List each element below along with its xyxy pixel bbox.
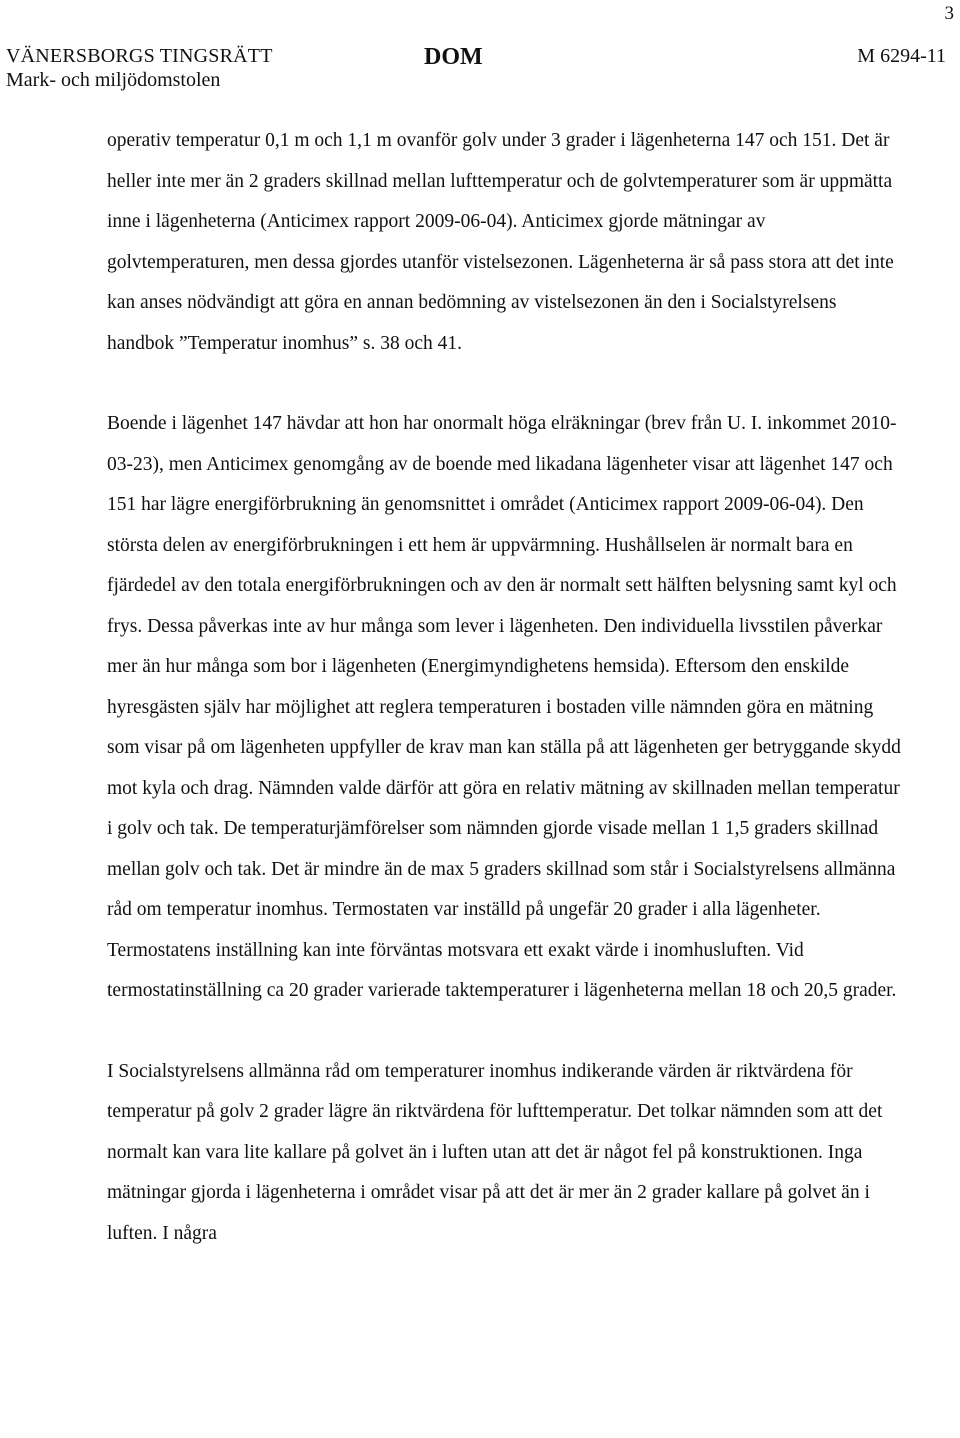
document-header [6,46,946,96]
case-number: M 6294-11 [857,45,946,67]
document-type: DOM [424,44,483,70]
document-body [107,121,907,1254]
court-name: VÄNERSBORGS TINGSRÄTT [6,45,273,67]
court-division: Mark- och miljödomstolen [6,69,221,91]
paragraph-3: I Socialstyrelsens allmänna råd om temperaturer inomhus indikerande värden är riktvärdena för temperatur på golv 2 grader lägre än riktvärdena för lufttemperatur. Det tolkar nämnden som att det normalt kan vara lite kallare på golvet än i luften utan att det är något fel på konstruktionen. Inga mätningar gjorda i lägenheterna i området visar på att det är mer än 2 grader kallare på golvet än i luften. I några [107,1060,883,1244]
page-number: 3 [944,3,954,24]
paragraph-1: operativ temperatur 0,1 m och 1,1 m ovanför golv under 3 grader i lägenheterna 147 och 151. Det är heller inte mer än 2 graders skillnad mellan lufttemperatur och de golvtemperaturer som är uppmätta inne i lägenheterna (Anticimex rapport 2009-06-04). Anticimex gjorde mätningar av golvtemperaturen, men dessa gjordes utanför vistelsezonen. Lägenheterna är så pass stora att det inte kan anses nödvändigt att göra en annan bedömning av vistelsezonen än den i Socialstyrelsens handbok ”Temperatur inomhus” s. 38 och 41. [107,130,894,354]
paragraph-2: Boende i lägenhet 147 hävdar att hon har onormalt höga elräkningar (brev från U. I. inkommet 2010-03-23), men Anticimex genomgång av de boende med likadana lägenheter visar att lägenhet 147 och 151 har lägre energiförbrukning än genomsnittet i området (Anticimex rapport 2009-06-04). Den största delen av energiförbrukningen i ett hem är uppvärmning. Hushållselen är normalt bara en fjärdedel av den totala energiförbrukningen och av den är normalt sett hälften belysning samt kyl och frys. Dessa påverkas inte av hur många som lever i lägenheten. Den individuella livsstilen påverkar mer än hur många som bor i lägenheten (Energimyndighetens hemsida). Eftersom den enskilde hyresgästen själv har möjlighet att reglera temperaturen i bostaden ville nämnden göra en mätning som visar på om lägenheten uppfyller de krav man kan ställa på att lägenheten ger betryggande skydd mot kyla och drag. Nämnden valde därför att göra en relativ mätning av skillnaden mellan temperatur i golv och tak. De temperaturjämförelser som nämnden gjorde visade mellan 1 1,5 graders skillnad mellan golv och tak. Det är mindre än de max 5 graders skillnad som står i Socialstyrelsens allmänna råd om temperatur inomhus. Termostaten var inställd på ungefär 20 grader i alla lägenheter. Termostatens inställning kan inte förväntas motsvara ett exakt värde i inomhusluften. Vid termostatinställning ca 20 grader varierade taktemperaturer i lägenheterna mellan 18 och 20,5 grader. [107,413,901,1001]
